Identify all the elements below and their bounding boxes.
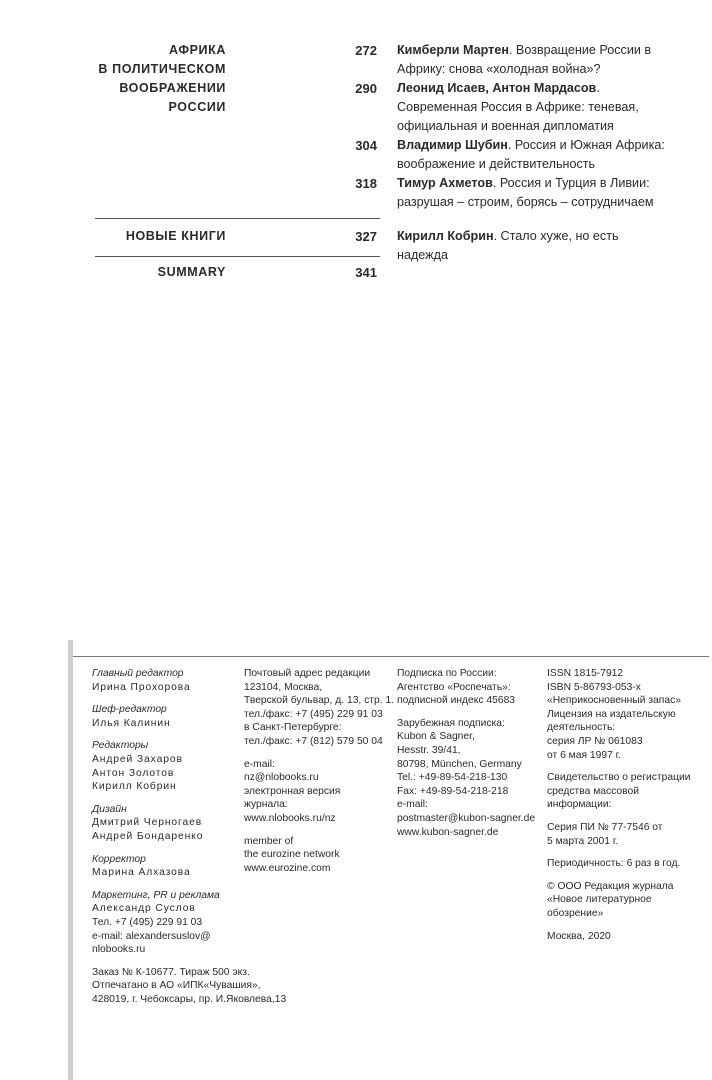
entry-author: Кимберли Мартен — [397, 43, 509, 57]
registration-number-line: Серия ПИ № 77-7546 от — [547, 821, 663, 833]
entry-author: Тимур Ахметов — [397, 176, 493, 190]
website-link[interactable]: www.kubon-sagner.de — [397, 826, 499, 838]
role-label: Корректор — [92, 853, 146, 865]
foreign-subscription-line: Hesstr. 39/41, — [397, 744, 461, 756]
staff-name: Марина Алхазова — [92, 867, 191, 879]
foreign-subscription-line: e-mail: — [397, 799, 428, 811]
entry-author: Леонид Исаев, Антон Мардасов — [397, 81, 597, 95]
entry-title: . Россия и Турция в Ливии: разрушая – строим, борясь – сотрудничаем — [397, 176, 654, 209]
copyright-line: «Новое литературное — [547, 894, 652, 906]
subscription-line: подписной индекс 45683 — [397, 695, 516, 707]
foreign-subscription-line: Kubon & Sagner, — [397, 731, 475, 743]
address-line: тел./факс: +7 (812) 579 50 04 — [244, 735, 383, 747]
entry-text — [397, 136, 665, 174]
address-line: тел./факс: +7 (495) 229 91 03 — [244, 708, 383, 720]
entry-text — [397, 41, 665, 79]
margin-bar — [68, 640, 73, 1080]
entry-author: Кирилл Кобрин — [397, 229, 494, 243]
entry-author: Владимир Шубин — [397, 138, 508, 152]
staff-name: Андрей Бондаренко — [92, 830, 204, 842]
contact-line: nlobooks.ru — [92, 944, 146, 956]
city-year: Москва, 2020 — [547, 930, 611, 942]
contact-line: Тел. +7 (495) 229 91 03 — [92, 916, 203, 928]
isbn-line: «Неприкосновенный запас» — [547, 695, 681, 707]
isbn-line: от 6 мая 1997 г. — [547, 749, 622, 761]
email-link[interactable]: nz@nlobooks.ru — [244, 772, 319, 784]
isbn-line: деятельность: — [547, 722, 616, 734]
registration-line: информации: — [547, 799, 612, 811]
foreign-subscription-line: 80798, München, Germany — [397, 758, 522, 770]
print-info-line: Отпечатано в АО «ИПК«Чувашия», — [92, 980, 261, 992]
website-link[interactable]: www.nlobooks.ru/nz — [244, 812, 336, 824]
entry-title: . Возвращение России в Африку: снова «холодная война»? — [397, 43, 652, 76]
copyright-line: © ООО Редакция журнала — [547, 880, 674, 892]
staff-name: Кирилл Кобрин — [92, 781, 177, 793]
registration-number-line: 5 марта 2001 г. — [547, 835, 619, 847]
toc-section-summary — [95, 263, 660, 283]
toc-section-africa — [95, 41, 665, 211]
print-info-line: Заказ № К-10677. Тираж 500 экз. — [92, 966, 250, 978]
periodicity: Периодичность: 6 раз в год. — [547, 858, 681, 870]
section-label-line: РОССИИ — [168, 100, 226, 114]
imprint-subscription-column — [397, 667, 535, 839]
role-label: Главный редактор — [92, 668, 184, 679]
entry-title: . Стало хуже, но есть надежда — [397, 229, 619, 262]
entry-text — [397, 174, 665, 212]
isbn-line: Лицензия на издательскую — [547, 708, 676, 720]
address-line: Тверской бульвар, д. 13, стр. 1. — [244, 695, 395, 707]
eurozine-line: member of — [244, 835, 294, 847]
page-number: 272 — [355, 43, 377, 58]
divider-line — [95, 256, 380, 257]
eurozine-line: the eurozine network — [244, 849, 340, 861]
isbn-line: серия ЛР № 061083 — [547, 735, 643, 747]
imprint-legal-column — [547, 667, 690, 943]
page-number: 290 — [355, 81, 377, 96]
role-label: Дизайн — [92, 803, 127, 815]
contact-line: e-mail: alexandersuslov@ — [92, 930, 211, 942]
email-line: e-mail: — [244, 758, 275, 770]
staff-name: Александр Суслов — [92, 903, 196, 915]
address-line: в Санкт-Петербурге: — [244, 722, 342, 734]
address-line: Почтовый адрес редакции — [244, 668, 371, 679]
registration-line: средства массовой — [547, 785, 639, 797]
foreign-subscription-line: Fax: +49-89-54-218-218 — [397, 785, 509, 797]
entry-text — [397, 79, 665, 136]
email-link[interactable]: postmaster@kubon-sagner.de — [397, 812, 536, 824]
page-number: 318 — [355, 176, 377, 191]
copyright-line: обозрение» — [547, 907, 604, 919]
eurozine-link[interactable]: www.eurozine.com — [244, 862, 331, 874]
entry-text — [397, 227, 665, 265]
role-label: Шеф-редактор — [92, 704, 167, 716]
foreign-subscription-line: Tel.: +49-89-54-218-130 — [397, 772, 508, 784]
staff-name: Ирина Прохорова — [92, 681, 191, 693]
staff-name: Дмитрий Черногаев — [92, 817, 203, 829]
entry-title: . Современная Россия в Африке: теневая, официальная и военная дипломатия — [397, 81, 639, 133]
role-label: Маркетинг, PR и реклама — [92, 889, 220, 901]
page-number: 304 — [355, 138, 377, 153]
section-label-new-books: НОВЫЕ КНИГИ — [125, 229, 226, 243]
subscription-line: Агентство «Роспечать»: — [397, 681, 511, 693]
toc-section-new-books — [95, 227, 660, 262]
print-info-line: 428019, г. Чебоксары, пр. И.Яковлева,13 — [92, 993, 287, 1005]
subscription-line: Подписка по России: — [397, 668, 497, 679]
email-line: журнала: — [244, 799, 288, 811]
divider-line — [95, 218, 380, 219]
imprint-divider — [73, 656, 709, 657]
page-number: 341 — [355, 265, 377, 280]
section-label-line: В ПОЛИТИЧЕСКОМ — [98, 62, 226, 76]
imprint-address-column — [244, 667, 394, 875]
staff-name: Андрей Захаров — [92, 753, 183, 765]
email-line: электронная версия — [244, 785, 341, 797]
isbn-line: ISBN 5-86793-053-x — [547, 681, 641, 693]
section-label-africa — [95, 41, 226, 117]
page-number: 327 — [355, 229, 377, 244]
address-line: 123104, Москва, — [244, 681, 323, 693]
section-label-summary: SUMMARY — [157, 265, 226, 279]
section-label-line: АФРИКА — [169, 43, 226, 57]
role-label: Редакторы — [92, 740, 149, 752]
foreign-subscription-line: Зарубежная подписка: — [397, 717, 505, 729]
section-label-line: ВООБРАЖЕНИИ — [119, 81, 226, 95]
entry-title: . Россия и Южная Африка: воображение и действительность — [397, 138, 665, 171]
registration-line: Свидетельство о регистрации — [547, 772, 691, 784]
staff-name: Антон Золотов — [92, 767, 175, 779]
staff-name: Илья Калинин — [92, 717, 171, 729]
isbn-line: ISSN 1815-7912 — [547, 668, 624, 679]
